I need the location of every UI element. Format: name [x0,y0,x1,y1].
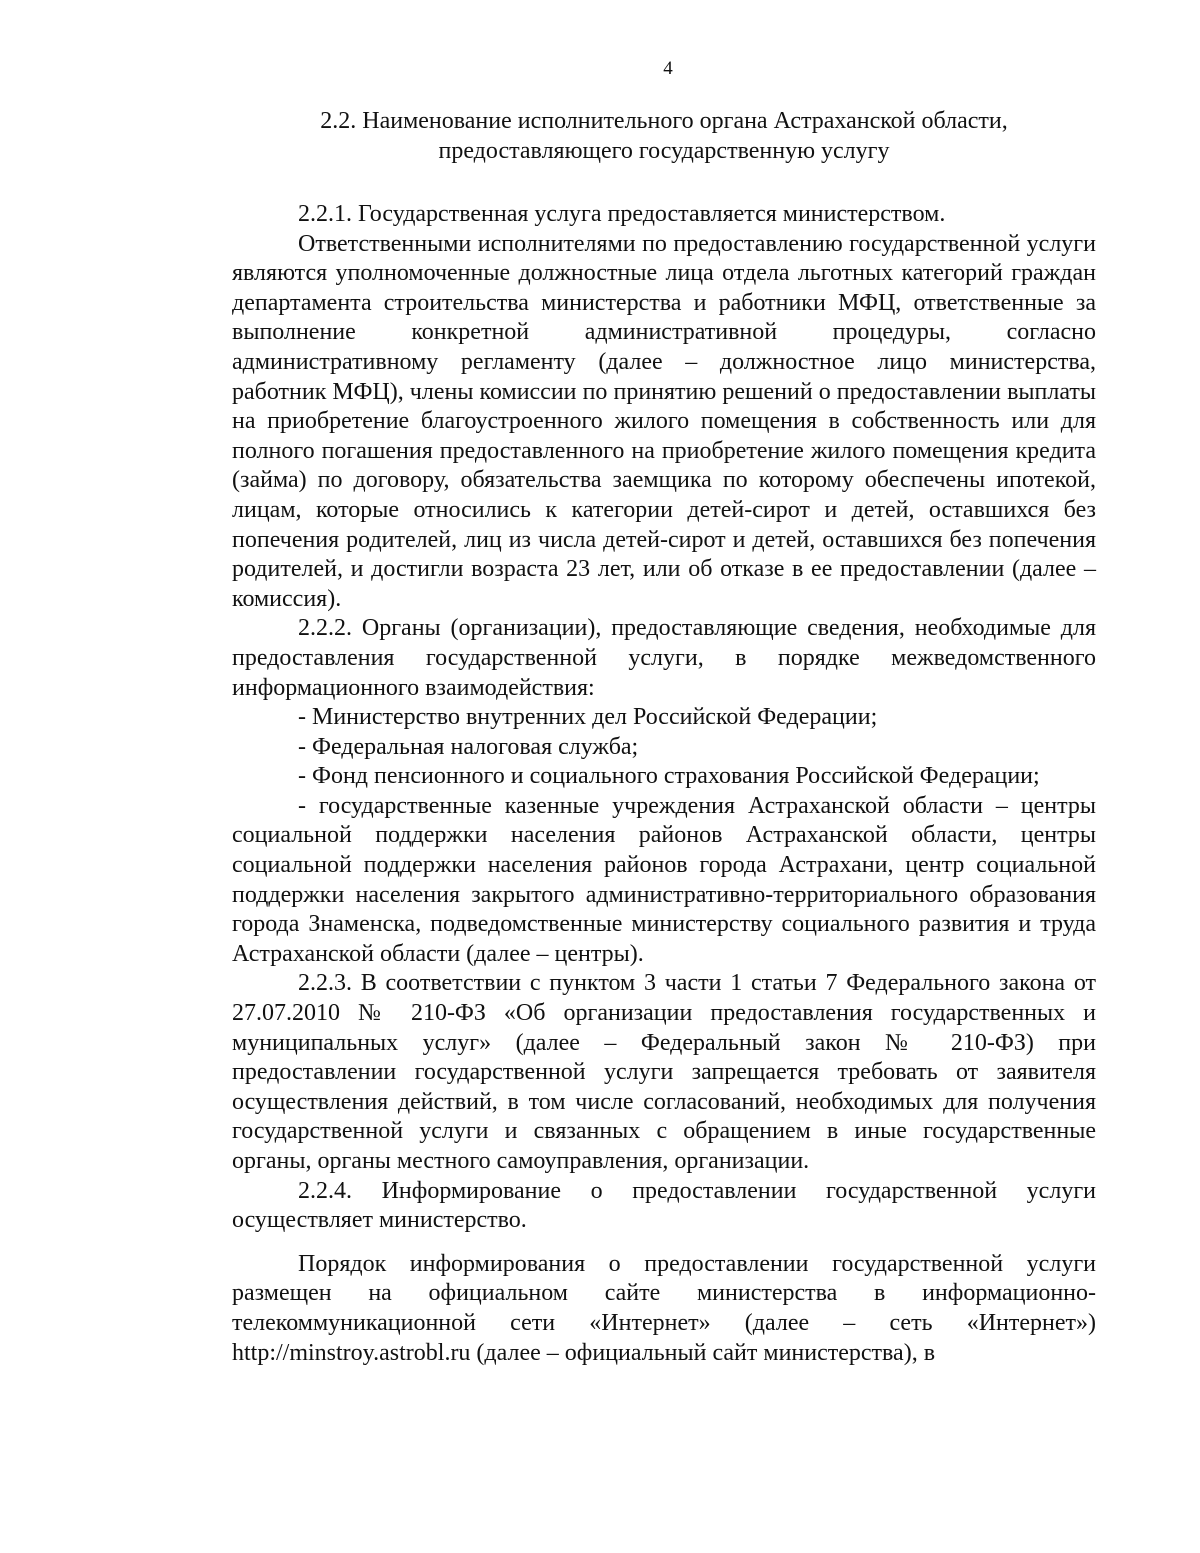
document-body [232,200,1096,1368]
paragraph-responsible-executors: Ответственными исполнителями по предоставлению государственной услуги являются уполномоченные должностные лица отдела льготных категорий граждан департамента строительства министерства и работники МФЦ, ответственные за выполнение конкретной административной процедуры, согласно административному регламенту (далее – должностное лицо министерства, работник МФЦ), члены комиссии по принятию решений о предоставлении выплаты на приобретение благоустроенного жилого помещения в собственность или для полного погашения предоставленного на приобретение жилого помещения кредита (займа) по договору, обязательства заемщика по которому обеспечены ипотекой, лицам, которые относились к категории детей-сирот и детей, оставшихся без попечения родителей, лиц из числа детей-сирот и детей, оставшихся без попечения родителей, и достигли возраста 23 лет, или об отказе в ее предоставлении (далее – комиссия). [232,230,1096,612]
list-item-mvd: - Министерство внутренних дел Российской Федерации; [298,704,878,731]
section-title-line-2: предоставляющего государственную услугу [438,138,890,164]
paragraph-information-procedure: Порядок информирования о предоставлении государственной услуги размещен на официальном сайте министерства в информационно-телекоммуникационной сети «Интернет» (далее – сеть «Интернет») http://minstroy.astrobl.ru (далее – официальный сайт министерства), в [232,1250,1096,1366]
paragraph-2-2-4: 2.2.4. Информирование о предоставлении государственной услуги осуществляет министерство. [232,1177,1096,1234]
section-title [230,106,1098,166]
section-title-line-1: 2.2. Наименование исполнительного органа Астраханской области, [320,108,1008,134]
paragraph-2-2-2: 2.2.2. Органы (организации), предоставляющие сведения, необходимые для предоставления государственной услуги, в порядке межведомственного информационного взаимодействия: [232,615,1096,701]
paragraph-2-2-1: 2.2.1. Государственная услуга предоставляется министерством. [298,201,946,227]
page-number: 4 [663,58,673,79]
paragraph-2-2-3: 2.2.3. В соответствии с пунктом 3 части 1 статьи 7 Федерального закона от 27.07.2010 № 210-ФЗ «Об организации предоставления государственных и муниципальных услуг» (далее – Федеральный закон № 210-ФЗ) при предоставлении государственной услуги запрещается требовать от заявителя осуществления действий, в том числе согласований, необходимых для получения государственной услуги и связанных с обращением в иные государственные органы, органы местного самоуправления, организации. [232,970,1096,1174]
list-item-tax-service: - Федеральная налоговая служба; [298,733,639,760]
list-item-pension-fund: - Фонд пенсионного и социального страхования Российской Федерации; [298,763,1040,790]
list-item-social-centers: - государственные казенные учреждения Астраханской области – центры социальной поддержки населения районов Астраханской области, центры социальной поддержки населения районов города Астрахани, центр социальной поддержки населения закрытого административно-территориального образования города Знаменска, подведомственные министерству социального развития и труда Астраханской области (далее – центры). [232,792,1096,967]
